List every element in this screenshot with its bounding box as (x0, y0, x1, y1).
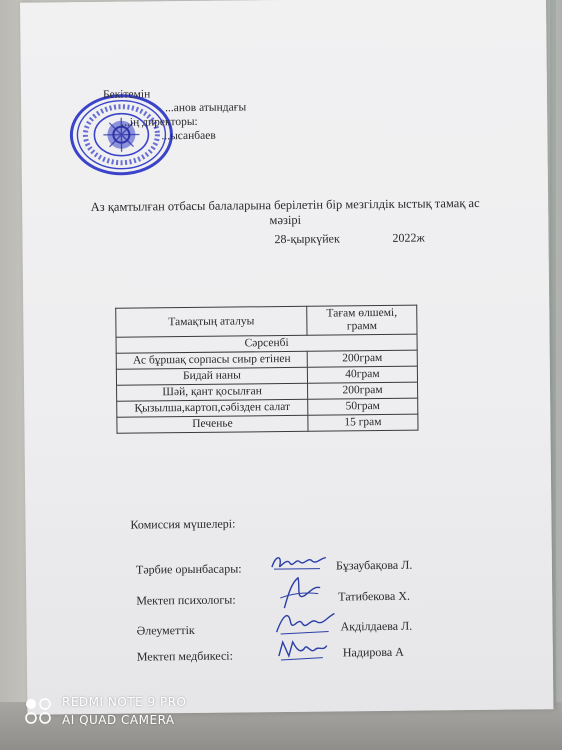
watermark-camera: AI QUAD CAMERA (62, 713, 175, 727)
member-name: Акділдаева Л. (340, 618, 413, 634)
member-position: Тәрбие орынбасары: (135, 561, 242, 577)
approval-block (103, 86, 247, 143)
dish-name: Ас бұршақ сорпасы сиыр етінен (116, 351, 307, 369)
dish-portion: 40грам (307, 366, 417, 383)
member-position: Мектеп медбикесі: (136, 648, 233, 664)
member-name: Надирова А (342, 644, 404, 660)
document-date: 28-қыркүйек (274, 231, 340, 247)
document-title: Аз қамтылған отбасы балаларына берілетін бір мезгілдік ыстық тамақ ас мәзірі (90, 195, 480, 228)
dish-name: Шәй, қант қосылған (117, 383, 308, 401)
signature-icon (275, 636, 331, 665)
member-name: Бұзаубақова Л. (335, 557, 413, 573)
header-dish-name: Тамақтың аталуы (116, 306, 307, 337)
member-position: Мектеп психологы: (136, 592, 236, 608)
camera-watermark (24, 694, 224, 730)
dish-name: Бидай наны (116, 367, 307, 385)
signature-icon (268, 549, 330, 576)
dish-portion: 50грам (308, 398, 418, 415)
dish-name: Печенье (117, 415, 308, 433)
document-year: 2022ж (392, 230, 425, 245)
table-header-row (116, 305, 417, 337)
approval-line: ...анов атындағы (165, 101, 247, 115)
approval-line: ...ің директоры: (121, 115, 198, 129)
menu-day: Сәрсенбі (116, 334, 417, 353)
member-position: Әлеуметтік (136, 622, 195, 638)
header-portion: Тағам өлшемі, грамм (307, 305, 417, 335)
signature-icon (272, 605, 338, 638)
member-name: Татибекова Х. (338, 588, 411, 604)
dish-portion: 200грам (308, 382, 418, 399)
commission-title: Комиссия мүшелері: (130, 516, 236, 532)
quad-camera-icon (24, 697, 52, 725)
dish-portion: 15 грам (308, 414, 418, 431)
table-row (117, 414, 418, 433)
dish-name: Қызылша,картоп,сәбізден салат (117, 399, 308, 417)
watermark-model: REDMI NOTE 9 PRO (62, 695, 187, 709)
menu-table (115, 305, 418, 434)
document-page (20, 0, 553, 715)
approval-line: ...ысанбаев (161, 129, 216, 143)
approval-line: Бекітемін (102, 88, 151, 101)
dish-portion: 200грам (307, 350, 417, 367)
